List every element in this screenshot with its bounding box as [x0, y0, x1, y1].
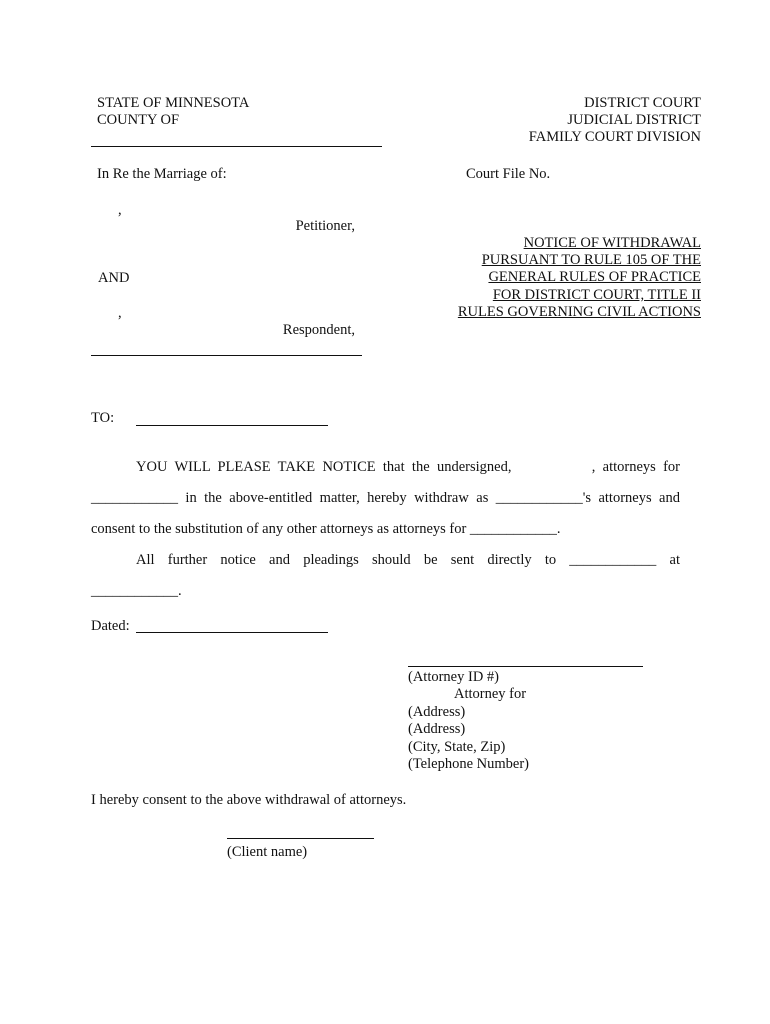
- title-line-1: NOTICE OF WITHDRAWAL: [523, 235, 701, 251]
- city-state-zip-label: (City, State, Zip): [408, 739, 506, 755]
- client-name-label: (Client name): [227, 844, 308, 860]
- title-line-5: RULES GOVERNING CIVIL ACTIONS: [457, 304, 701, 320]
- county-underline: [91, 146, 382, 147]
- county-label: COUNTY OF: [97, 112, 180, 128]
- dated-label: Dated:: [91, 618, 130, 634]
- court-file-no-label: Court File No.: [466, 166, 551, 182]
- address-line-2: (Address): [408, 721, 466, 737]
- respondent-name-comma: ,: [118, 305, 122, 321]
- district-label: JUDICIAL DISTRICT: [567, 112, 701, 128]
- in-re-label: In Re the Marriage of:: [97, 166, 227, 182]
- petitioner-label: Petitioner,: [295, 218, 355, 234]
- notice-line-3: consent to the substitution of any other attorneys as attorneys for ____________.: [91, 521, 561, 537]
- attorney-id-label: (Attorney ID #): [408, 669, 500, 685]
- and-label: AND: [98, 270, 130, 286]
- dated-blank: [136, 632, 328, 633]
- respondent-label: Respondent,: [282, 322, 355, 338]
- client-signature-line: [227, 838, 374, 839]
- state-label: STATE OF MINNESOTA: [97, 95, 250, 111]
- title-line-2: PURSUANT TO RULE 105 OF THE: [481, 252, 701, 268]
- attorney-for-label: Attorney for: [454, 686, 527, 702]
- telephone-label: (Telephone Number): [408, 756, 529, 772]
- notice-line-1: YOU WILL PLEASE TAKE NOTICE that the undersigned, , attorneys for: [136, 459, 680, 475]
- court-label: DISTRICT COURT: [584, 95, 701, 111]
- to-blank: [136, 425, 328, 426]
- caption-underline: [91, 355, 362, 356]
- consent-statement: I hereby consent to the above withdrawal of attorneys.: [91, 792, 407, 808]
- notice-line-2: ____________ in the above-entitled matter, hereby withdraw as ____________'s attorneys and: [91, 490, 680, 506]
- petitioner-name-comma: ,: [118, 202, 122, 218]
- notice-line-4: All further notice and pleadings should be sent directly to ____________ at: [136, 552, 680, 568]
- division-label: FAMILY COURT DIVISION: [528, 129, 701, 145]
- title-line-4: FOR DISTRICT COURT, TITLE II: [492, 287, 701, 303]
- attorney-signature-line: [408, 666, 643, 667]
- title-line-3: GENERAL RULES OF PRACTICE: [488, 269, 701, 285]
- to-label: TO:: [91, 410, 115, 426]
- address-line-1: (Address): [408, 704, 466, 720]
- notice-line-5: ____________.: [91, 583, 182, 599]
